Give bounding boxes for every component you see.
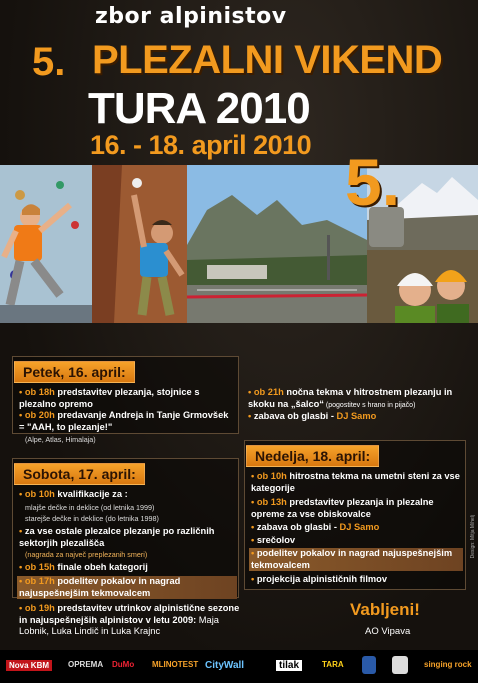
item-text: podelitev pokalov in nagrad najuspešnejšim tekmovalcem	[251, 548, 453, 570]
saturday-note-3: (nagrada za največ preplezanih smeri)	[25, 550, 148, 559]
item-text: predstavitev utrinkov alpinistične sezone in najuspešnejših alpinistov v letu 2009:	[19, 603, 240, 625]
saturday-item-4: • ob 17h podelitev pokalov in nagrad najuspešnejšim tekmovalcem	[17, 576, 237, 599]
saturday-note-1: mlajše dečke in deklice (od letnika 1999)	[25, 503, 155, 512]
dj-name: DJ Samo	[336, 411, 377, 421]
sunday-item-5: • podelitev pokalov in nagrad najuspešnejšim tekmovalcem	[249, 548, 463, 571]
item-text: podelitev pokalov in nagrad najuspešnejšim tekmovalcem	[19, 576, 181, 598]
event-title: PLEZALNI VIKEND	[92, 38, 443, 82]
event-subtitle: TURA 2010	[88, 84, 310, 133]
sunday-item-4: • srečolov	[251, 535, 296, 545]
sponsor-logo-mlinotest: MLINOTEST	[152, 660, 199, 669]
friday-heading: Petek, 16. april:	[14, 361, 135, 383]
item-text: srečolov	[256, 535, 296, 545]
invitation-text: Vabljeni!	[350, 600, 420, 619]
sponsor-logo-oprema: OPREMA	[68, 660, 104, 669]
time-label: ob 10h	[24, 489, 55, 499]
sponsor-badge-2	[392, 656, 408, 674]
sunday-heading: Nedelja, 18. april:	[246, 445, 379, 467]
sponsor-logo-singing-rock: singing rock	[424, 660, 472, 669]
item-text: projekcija alpinističnih filmov	[256, 574, 388, 584]
time-label: ob 21h	[253, 387, 284, 397]
friday-item-2: • ob 20h predavanje Andreja in Tanje Grmovšek = "AAH, to plezanje!"	[19, 410, 229, 432]
valley-landscape-illustration	[187, 165, 367, 323]
item-text: zabava ob glasbi -	[256, 522, 340, 532]
photo-boy-climber	[92, 165, 187, 323]
saturday-item-5: • ob 19h predstavitev utrinkov alpinistične sezone in najuspešnejših alpinistov v letu 2009: Maja Lobnik, Luka Lindič in Luka Krajnc	[19, 603, 240, 636]
friday-item-1: • ob 18h predstavitev plezanja, stojnice s plezalno opremo	[19, 387, 200, 409]
poster-header	[0, 0, 478, 165]
sponsor-logo-kbm: Nova KBM	[6, 660, 52, 671]
sunday-item-6: • projekcija alpinističnih filmov	[251, 574, 388, 584]
sponsor-logo-citywall: CityWall	[205, 660, 245, 671]
invitation-organizer: AO Vipava	[365, 626, 411, 637]
item-text: finale obeh kategorij	[54, 562, 148, 572]
sunday-item-3: • zabava ob glasbi - DJ Samo	[251, 522, 380, 532]
item-note: (pogostitev s hrano in pijačo)	[323, 401, 416, 409]
friday-night-item-2: • zabava ob glasbi - DJ Samo	[248, 411, 377, 421]
item-text: predavanje Andreja in Tanje Grmovšek = "AAH, to plezanje!"	[19, 410, 229, 432]
saturday-heading: Sobota, 17. april:	[14, 463, 145, 485]
big-edition-number: 5.	[345, 145, 401, 219]
friday-night-item-1: • ob 21h nočna tekma v hitrostnem plezanju in skoku na „šalco“ (pogostitev s hrano in pijačo)	[248, 387, 453, 409]
boy-climber-illustration	[92, 165, 187, 323]
sunday-item-2: • ob 13h predstavitev plezanja in plezalne opreme za vse obiskovalce	[251, 497, 434, 519]
item-text: nočna tekma v hitrostnem plezanju in skoku na „šalco“	[248, 387, 453, 409]
time-label: ob 15h	[24, 562, 55, 572]
organizer-name: zbor alpinistov	[95, 4, 287, 29]
time-label: ob 17h	[24, 576, 55, 586]
photo-climbers-portrait	[367, 250, 478, 323]
climbers-portrait-illustration	[367, 250, 478, 323]
child-climber-illustration	[0, 165, 92, 323]
sunday-item-1: • ob 10h hitrostna tekma na umetni steni za vse kategorije	[251, 471, 460, 493]
time-label: ob 13h	[256, 497, 287, 507]
time-label: ob 19h	[24, 603, 55, 613]
time-label: ob 18h	[24, 387, 55, 397]
time-label: ob 10h	[256, 471, 287, 481]
edition-number: 5.	[32, 40, 66, 84]
saturday-item-1: • ob 10h kvalifikacije za :	[19, 489, 128, 499]
item-text: zabava ob glasbi -	[253, 411, 337, 421]
item-text: kvalifikacije za :	[54, 489, 128, 499]
alpinist-names: Maja Lobnik, Luka Lindič in Luka Krajnc	[19, 614, 219, 636]
sponsor-logo-tara: TARA	[322, 660, 344, 669]
item-text: za vse ostale plezalce plezanje po različnih sektorjih plezališča	[19, 526, 215, 548]
time-label: ob 20h	[24, 410, 55, 420]
item-text: predstavitev plezanja, stojnice s plezalno opremo	[19, 387, 200, 409]
photo-child-climber	[0, 165, 92, 323]
sponsor-logo-tilak: tilak	[276, 660, 302, 671]
photo-valley-landscape	[187, 165, 367, 323]
saturday-item-3: • ob 15h finale obeh kategorij	[19, 562, 148, 572]
sponsor-logo-dumo: DuMo	[112, 660, 135, 669]
design-credit: Design: Mitja Mihelj	[470, 515, 476, 559]
saturday-item-2: • za vse ostale plezalce plezanje po različnih sektorjih plezališča	[19, 526, 215, 548]
friday-note: (Alpe, Atlas, Himalaja)	[25, 435, 96, 444]
dj-name: DJ Samo	[339, 522, 380, 532]
item-text: hitrostna tekma na umetni steni za vse kategorije	[251, 471, 460, 493]
sponsor-badge-1	[362, 656, 376, 674]
item-text: predstavitev plezanja in plezalne opreme za vse obiskovalce	[251, 497, 434, 519]
event-dates: 16. - 18. april 2010	[90, 130, 312, 160]
saturday-note-2: starejše dečke in deklice (do letnika 1998)	[25, 514, 159, 523]
